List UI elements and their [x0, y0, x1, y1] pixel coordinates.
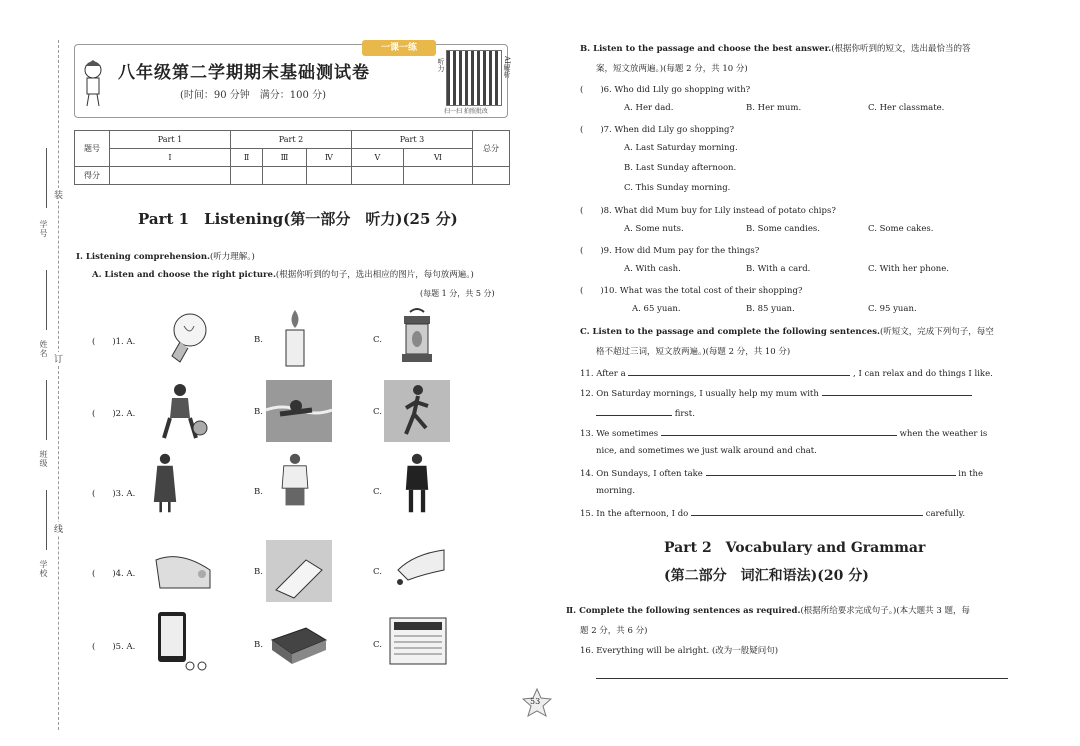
section-3-header: Ⅲ: [263, 149, 307, 167]
score-cell[interactable]: [351, 167, 403, 185]
school-label: 学校: [39, 560, 48, 578]
subC-cn2: 格不超过三词，短文放两遍。)(每题 2 分，共 10 分): [596, 347, 791, 357]
q8-option-b[interactable]: B. Some candies.: [746, 224, 820, 234]
school-rule: [46, 490, 47, 550]
q10-option-a[interactable]: A. 65 yuan.: [632, 304, 681, 314]
mascot-icon: [78, 58, 108, 108]
subC-heading: [580, 325, 994, 337]
q10-option-b[interactable]: B. 85 yuan.: [746, 304, 795, 314]
q15-end: carefully.: [925, 509, 966, 519]
q15-start: 15. In the afternoon, I do: [580, 509, 689, 519]
part1-title: Part 1 Listening(第一部分 听力)(25 分): [138, 210, 458, 228]
q9-option-c[interactable]: C. With her phone.: [868, 264, 950, 274]
exam-title: 八年级第二学期期末基础测试卷: [118, 63, 370, 83]
lightbulb-icon[interactable]: [150, 308, 216, 370]
binding-mark-zhuang: 装: [54, 188, 63, 201]
runner-icon[interactable]: [384, 380, 450, 442]
q11-start: 11. After a: [580, 369, 626, 379]
score-cell[interactable]: [403, 167, 472, 185]
q13-start: 13. We sometimes: [580, 429, 659, 439]
section-2-header: Ⅱ: [231, 149, 263, 167]
man-suit-icon[interactable]: [384, 452, 450, 514]
q2-option-c: C.: [373, 407, 382, 417]
sec2-cn2: 题 2 分，共 6 分): [580, 626, 648, 636]
swimmer-icon[interactable]: [266, 380, 332, 442]
q12: [580, 386, 972, 399]
subA-text: A. Listen and choose the right picture.: [92, 270, 276, 280]
class-rule: [46, 380, 47, 440]
q1-option-b: B.: [254, 335, 263, 345]
score-cell[interactable]: [306, 167, 351, 185]
q3-number: ( )3. A.: [92, 489, 136, 499]
q8-option-a[interactable]: A. Some nuts.: [624, 224, 684, 234]
q3-option-b: B.: [254, 487, 263, 497]
ereader-icon[interactable]: [150, 610, 216, 672]
man-jacket-icon[interactable]: [262, 452, 328, 514]
subC-cn: (听短文，完成下列句子，每空: [879, 327, 994, 337]
part1-header: Part 1: [110, 131, 231, 149]
sec2-heading: [566, 604, 970, 616]
q14-end: in the: [958, 469, 984, 479]
name-rule: [46, 270, 47, 330]
q4-option-b: B.: [254, 567, 263, 577]
q2-option-b: B.: [254, 407, 263, 417]
section1-cn: (听力理解。): [209, 252, 255, 262]
name-label: 姓名: [39, 340, 48, 358]
q13: [580, 426, 987, 439]
q9-option-a[interactable]: A. With cash.: [624, 264, 681, 274]
subC-text: C. Listen to the passage and complete the following sentences.: [580, 327, 880, 337]
q7-option-a[interactable]: A. Last Saturday morning.: [624, 143, 738, 153]
q15: [580, 506, 965, 519]
q7: ( )7. When did Lily go shopping?: [580, 125, 735, 135]
q14-blank[interactable]: [706, 466, 956, 476]
section-1-header: Ⅰ: [110, 149, 231, 167]
q3-option-c: C.: [373, 487, 382, 497]
q10-option-c[interactable]: C. 95 yuan.: [868, 304, 917, 314]
qr-code-icon[interactable]: [446, 50, 502, 106]
q1-option-c: C.: [373, 335, 382, 345]
subB-text: B. Listen to the passage and choose the best answer.: [580, 44, 832, 54]
q6-option-a[interactable]: A. Her dad.: [624, 103, 674, 113]
series-badge: 一课一练: [362, 40, 436, 56]
class-label: 班级: [39, 450, 48, 468]
section1-text: Ⅰ. Listening comprehension.: [76, 252, 210, 262]
part2-header: Part 2: [231, 131, 352, 149]
q4-option-c: C.: [373, 567, 382, 577]
part2-title-en: Part 2 Vocabulary and Grammar: [664, 540, 926, 556]
q9: ( )9. How did Mum pay for the things?: [580, 246, 760, 256]
q14-start: 14. On Sundays, I often take: [580, 469, 703, 479]
q6: ( )6. Who did Lily go shopping with?: [580, 85, 751, 95]
subB-cn: (根据你听到的短文，选出最恰当的答: [831, 44, 971, 54]
page-number: 53: [530, 697, 541, 706]
student-id-label: 学号: [39, 220, 48, 238]
binding-mark-xian: 线: [54, 522, 63, 535]
section-6-header: Ⅵ: [403, 149, 472, 167]
q12-start: 12. On Saturday mornings, I usually help my mum with: [580, 389, 819, 399]
q8-option-c[interactable]: C. Some cakes.: [868, 224, 934, 234]
total-header: 总分: [473, 131, 510, 167]
bandaged-hand-icon[interactable]: [266, 540, 332, 602]
subB-heading: [580, 42, 971, 54]
q16-answer-line[interactable]: [596, 678, 1008, 679]
lantern-icon[interactable]: [384, 306, 450, 368]
q5-number: ( )5. A.: [92, 642, 136, 652]
woman-coat-icon[interactable]: [132, 452, 198, 514]
q12-blank-2[interactable]: [596, 406, 672, 416]
qr-left-label: 听力: [437, 58, 445, 72]
score-cell[interactable]: [473, 167, 510, 185]
q8: ( )8. What did Mum buy for Lily instead of potato chips?: [580, 206, 836, 216]
q7-option-b[interactable]: B. Last Sunday afternoon.: [624, 163, 737, 173]
section-5-header: Ⅴ: [351, 149, 403, 167]
q12-blank-1[interactable]: [822, 386, 972, 396]
binding-mark-ding: 订: [54, 352, 63, 365]
bleeding-finger-icon[interactable]: [384, 540, 450, 602]
subA-heading: [92, 268, 474, 280]
q14: [580, 466, 983, 479]
q5-option-c: C.: [373, 640, 382, 650]
binding-margin: [0, 0, 70, 746]
student-id-rule: [46, 148, 47, 208]
q16: 16. Everything will be alright. (改为一般疑问句): [580, 646, 779, 656]
q13-end: when the weather is: [899, 429, 988, 439]
row-label-number: 题号: [75, 131, 110, 167]
book-icon[interactable]: [266, 610, 332, 672]
qr-right-label: AI解析: [503, 56, 511, 78]
q12-cont: [596, 406, 695, 419]
q10: ( )10. What was the total cost of their shopping?: [580, 286, 803, 296]
q13-cont: nice, and sometimes we just walk around and chat.: [596, 446, 817, 456]
q6-option-b[interactable]: B. Her mum.: [746, 103, 802, 113]
sec2-text: Ⅱ. Complete the following sentences as required.: [566, 606, 801, 616]
sec2-cn: (根据所给要求完成句子。)(本大题共 3 题，每: [800, 606, 970, 616]
part3-header: Part 3: [351, 131, 472, 149]
q11: [580, 366, 993, 379]
score-cell[interactable]: [110, 167, 231, 185]
subA-score: (每题 1 分，共 5 分): [420, 289, 495, 298]
q7-option-c[interactable]: C. This Sunday morning.: [624, 183, 731, 193]
basketball-player-icon[interactable]: [150, 380, 216, 442]
q1-number: ( )1. A.: [92, 337, 136, 347]
q14-cont: morning.: [596, 486, 636, 496]
foot-icon[interactable]: [150, 540, 216, 602]
exam-subtitle: (时间：90 分钟 满分：100 分): [180, 90, 326, 101]
part2-title-cn: (第二部分 词汇和语法)(20 分): [664, 568, 869, 584]
score-table: [74, 130, 510, 185]
candle-icon[interactable]: [262, 306, 328, 368]
score-cell[interactable]: [231, 167, 263, 185]
score-cell[interactable]: [263, 167, 307, 185]
q12-end: first.: [674, 409, 695, 419]
subB-cn2: 案，短文放两遍。)(每题 2 分，共 10 分): [596, 64, 748, 74]
binding-dashed-line: [58, 40, 59, 730]
newspaper-icon[interactable]: [384, 610, 450, 672]
q13-blank[interactable]: [661, 426, 897, 436]
q2-number: ( )2. A.: [92, 409, 136, 419]
q6-option-c[interactable]: C. Her classmate.: [868, 103, 945, 113]
q4-number: ( )4. A.: [92, 569, 136, 579]
section1-heading: [76, 250, 255, 262]
q11-end: , I can relax and do things I like.: [853, 369, 993, 379]
row-label-score: 得分: [75, 167, 110, 185]
subA-cn: (根据你听到的句子，选出相应的图片，每句放两遍。): [275, 270, 474, 280]
q15-blank[interactable]: [691, 506, 923, 516]
q11-blank[interactable]: [628, 366, 850, 376]
q5-option-b: B.: [254, 640, 263, 650]
section-4-header: Ⅳ: [306, 149, 351, 167]
qr-caption: 扫一扫 拍照批改: [444, 108, 488, 115]
q9-option-b[interactable]: B. With a card.: [746, 264, 811, 274]
